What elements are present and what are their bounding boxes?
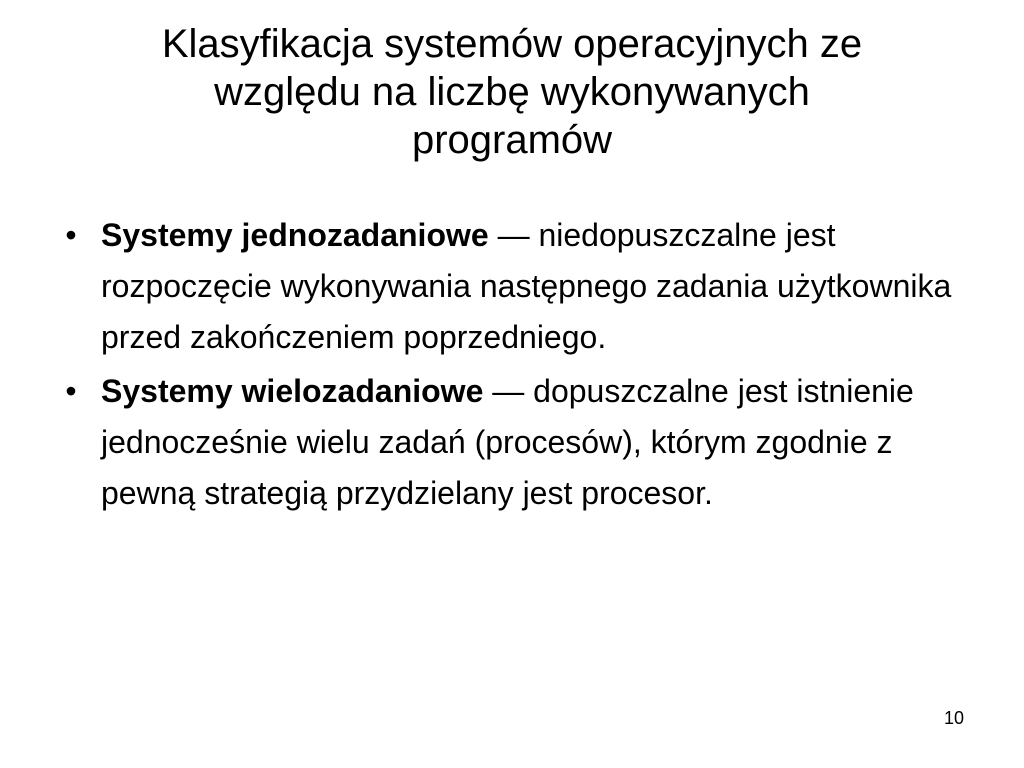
slide-title-line: Klasyfikacja systemów operacyjnych ze xyxy=(161,22,863,66)
page-number: 10 xyxy=(943,708,964,728)
slide-title xyxy=(60,20,964,164)
bullet-text: — dopuszczalne jest istnienie jednocześnie wielu zadań (procesów), którym zgodnie z pewną strategią przydzielany jest procesor. xyxy=(101,373,914,511)
bullet-dot-icon: • xyxy=(65,217,77,253)
bullet-list xyxy=(60,210,970,522)
bullet-term: Systemy jednozadaniowe xyxy=(101,217,489,253)
slide-title-line: względu na liczbę wykonywanych xyxy=(214,70,810,114)
bullet-item-multi-tasking xyxy=(60,366,970,519)
bullet-dot-icon: • xyxy=(65,373,77,409)
slide-title-line: programów xyxy=(411,118,613,162)
bullet-term: Systemy wielozadaniowe xyxy=(101,373,484,409)
bullet-text: — niedopuszczalne jest rozpoczęcie wykonywania następnego zadania użytkownika przed zakończeniem poprzedniego. xyxy=(101,217,952,355)
bullet-item-single-tasking xyxy=(60,210,970,363)
